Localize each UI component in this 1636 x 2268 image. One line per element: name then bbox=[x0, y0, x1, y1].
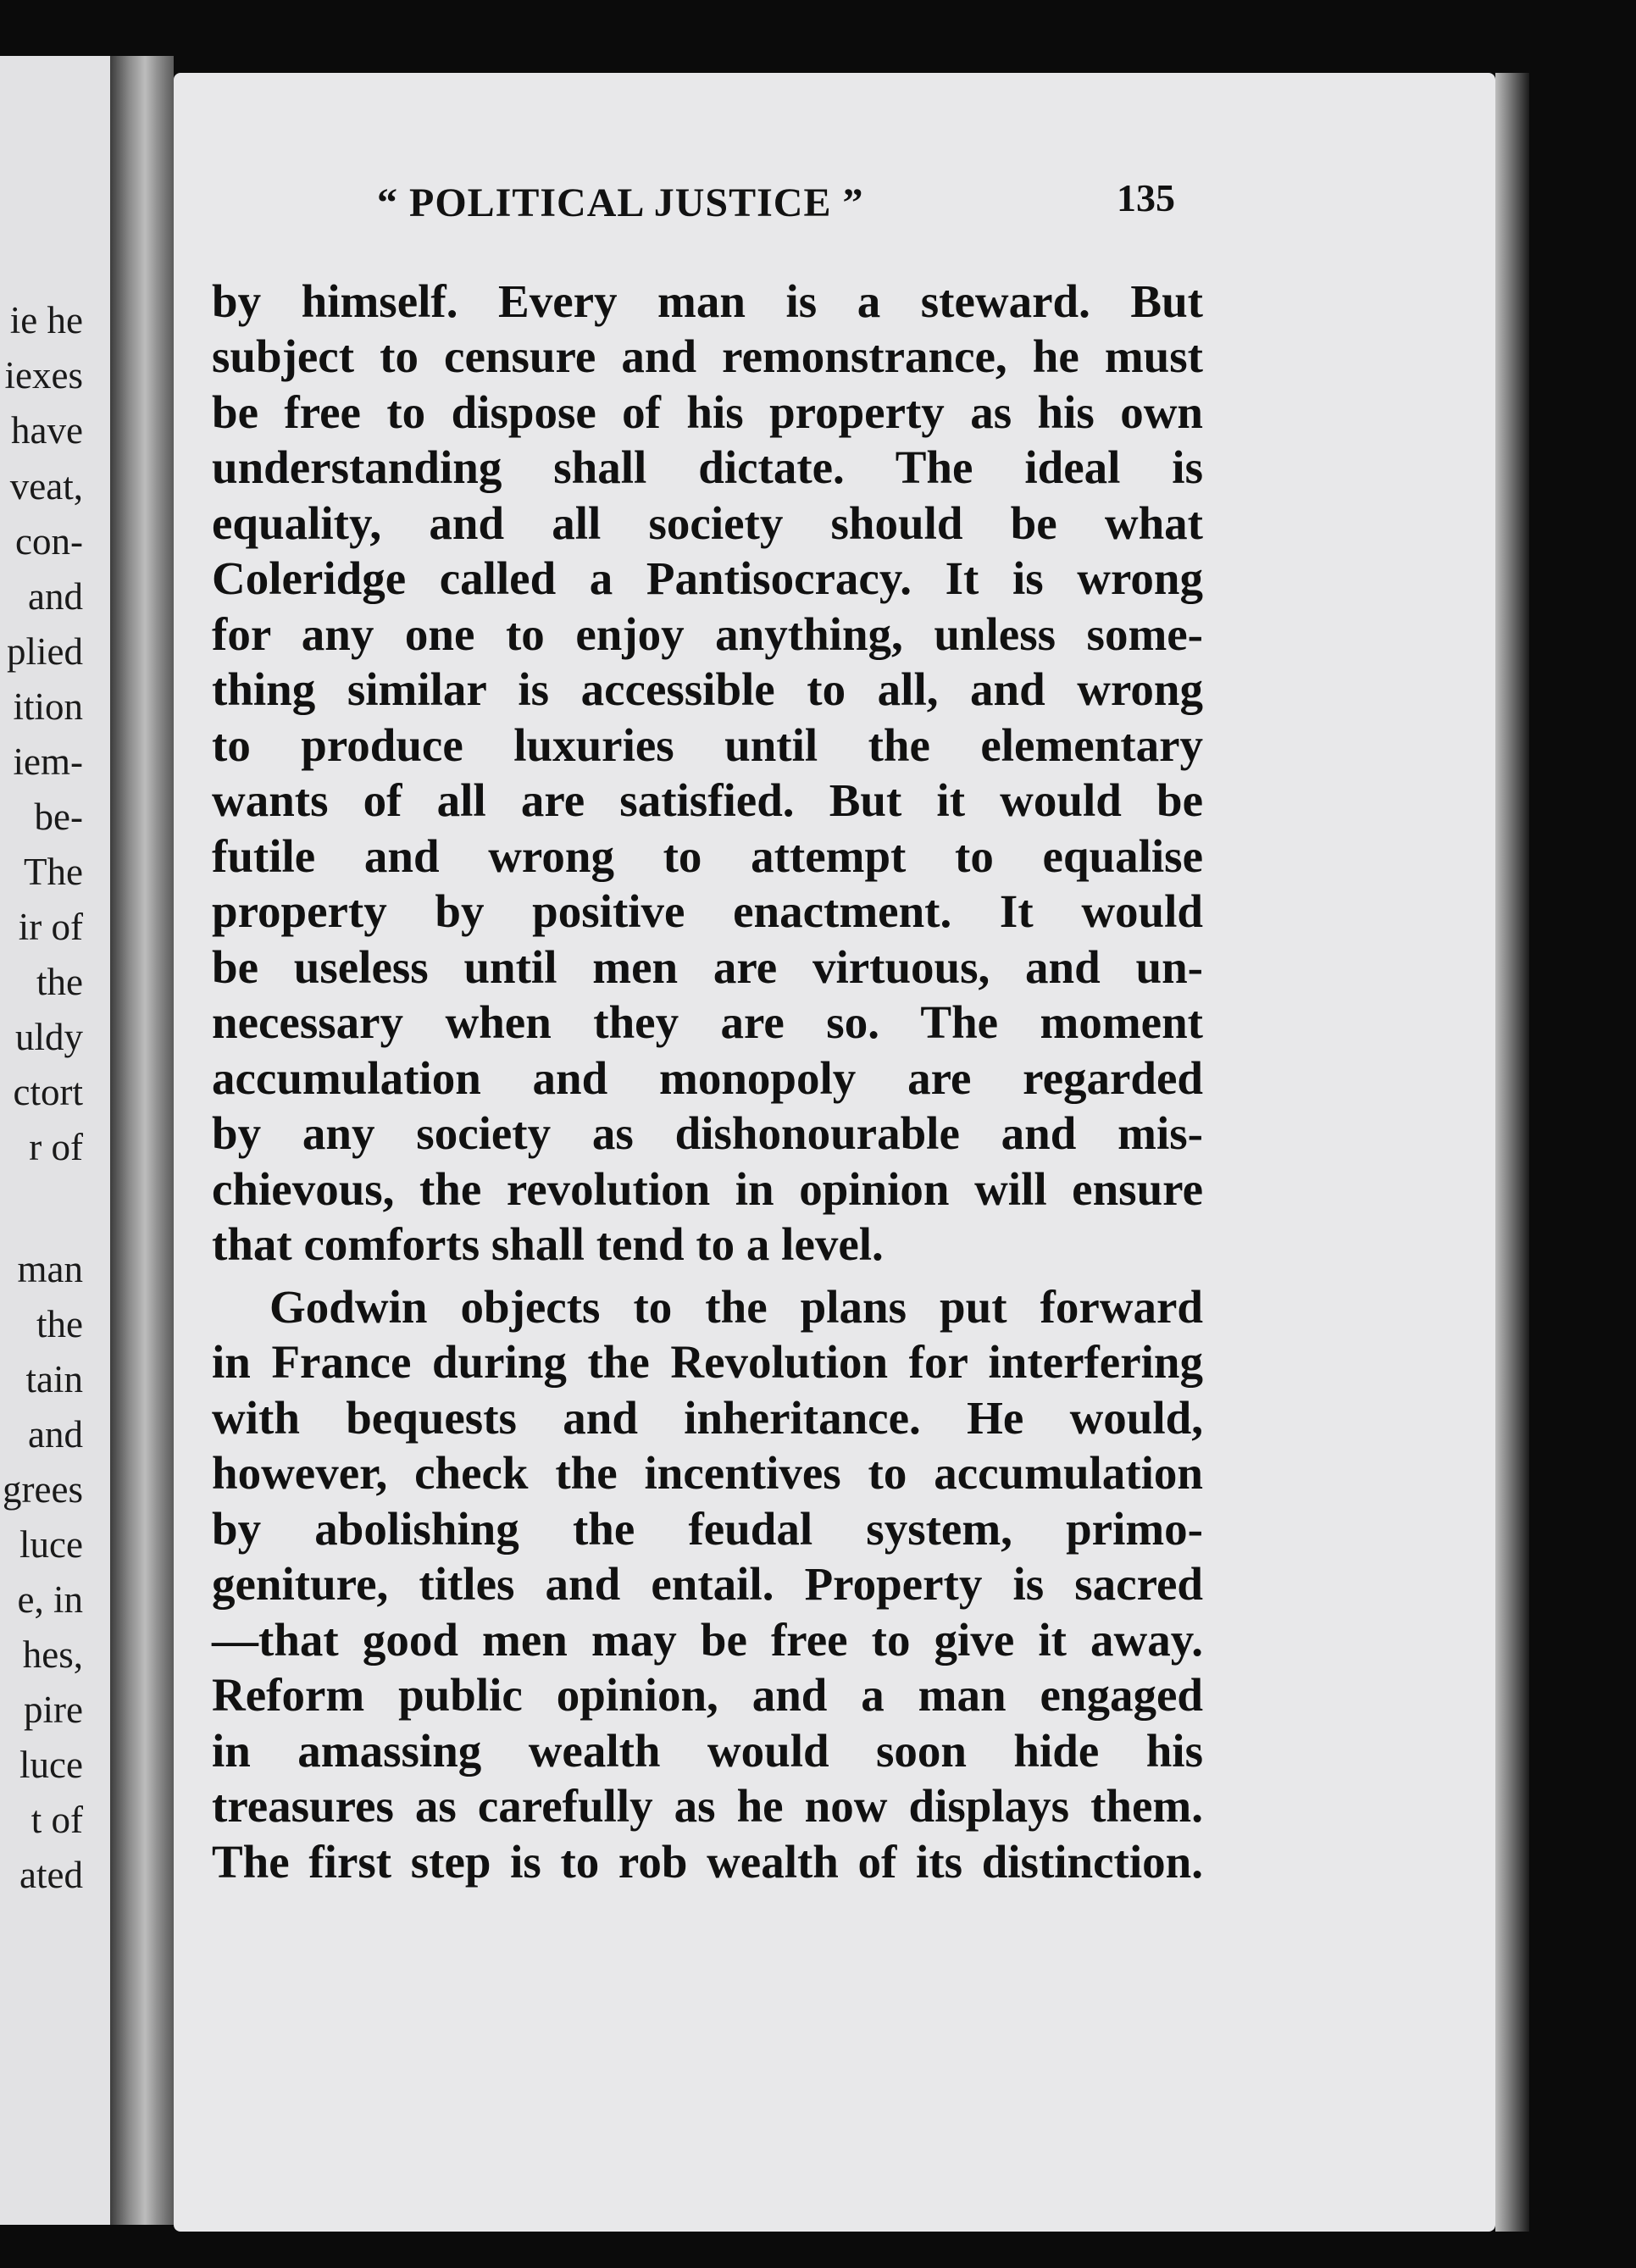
running-head-title: “ POLITICAL JUSTICE ” bbox=[377, 180, 864, 225]
page-number: 135 bbox=[1117, 176, 1175, 219]
facing-page-fragment: The bbox=[24, 851, 83, 893]
facing-page-fragment: and bbox=[28, 575, 83, 618]
facing-page-fragment: e, in bbox=[17, 1578, 83, 1621]
text-line: Godwin objects to the plans put forward bbox=[269, 1281, 1203, 1333]
facing-page-fragment: ition bbox=[13, 685, 83, 728]
facing-page-fragment: iem- bbox=[13, 740, 83, 783]
text-line: —that good men may be free to give it away. bbox=[212, 1614, 1203, 1666]
facing-page-fragment: luce bbox=[19, 1744, 83, 1786]
text-line: be free to dispose of his property as his own bbox=[212, 386, 1203, 438]
facing-page-fragment: the bbox=[36, 961, 83, 1003]
text-line: in France during the Revolution for interfering bbox=[212, 1336, 1203, 1388]
facing-page-fragment: hes, bbox=[22, 1633, 83, 1676]
facing-page-fragment: the bbox=[36, 1303, 83, 1345]
facing-page-fragment: and bbox=[28, 1413, 83, 1456]
facing-page-fragment: ctort bbox=[13, 1071, 83, 1113]
facing-page-fragment: ie he bbox=[9, 299, 83, 341]
facing-page-fragment: r of bbox=[29, 1126, 83, 1168]
facing-page-fragment: plied bbox=[7, 630, 83, 673]
text-line: to produce luxuries until the elementary bbox=[212, 719, 1203, 771]
text-line: that comforts shall tend to a level. bbox=[212, 1218, 884, 1270]
text-line: in amassing wealth would soon hide his bbox=[212, 1725, 1203, 1777]
page-edge bbox=[1495, 73, 1529, 2232]
text-line: wants of all are satisfied. But it would be bbox=[212, 774, 1203, 826]
text-line: by himself. Every man is a steward. But bbox=[212, 275, 1203, 327]
text-line: property by positive enactment. It would bbox=[212, 885, 1203, 937]
text-line: however, check the incentives to accumulation bbox=[212, 1447, 1203, 1499]
facing-page-fragment: luce bbox=[19, 1523, 83, 1566]
facing-page-left bbox=[0, 56, 119, 2225]
text-line: geniture, titles and entail. Property is sacred bbox=[212, 1558, 1203, 1610]
facing-page-fragment: iexes bbox=[4, 354, 83, 396]
text-line: Reform public opinion, and a man engaged bbox=[212, 1669, 1203, 1721]
text-line: be useless until men are virtuous, and un- bbox=[212, 941, 1203, 993]
text-line: accumulation and monopoly are regarded bbox=[212, 1052, 1203, 1104]
text-line: by abolishing the feudal system, primo- bbox=[212, 1503, 1203, 1555]
facing-page-fragment: veat, bbox=[9, 465, 83, 507]
text-line: necessary when they are so. The moment bbox=[212, 996, 1203, 1048]
text-line: with bequests and inheritance. He would, bbox=[212, 1392, 1203, 1444]
facing-page-fragment: pire bbox=[24, 1689, 83, 1731]
facing-page-fragment: have bbox=[11, 409, 83, 452]
facing-page-fragment: man bbox=[17, 1248, 83, 1290]
text-line: thing similar is accessible to all, and wrong bbox=[212, 663, 1203, 715]
facing-page-fragment: tain bbox=[25, 1358, 83, 1400]
text-line: futile and wrong to attempt to equalise bbox=[212, 830, 1203, 882]
text-line: Coleridge called a Pantisocracy. It is wrong bbox=[212, 552, 1203, 604]
text-line: by any society as dishonourable and mis- bbox=[212, 1107, 1203, 1159]
facing-page-fragment: grees bbox=[3, 1468, 83, 1511]
facing-page-fragment: ated bbox=[19, 1854, 83, 1896]
text-line: chievous, the revolution in opinion will ensure bbox=[212, 1163, 1203, 1215]
text-line: for any one to enjoy anything, unless some- bbox=[212, 608, 1203, 660]
text-line: equality, and all society should be what bbox=[212, 497, 1203, 549]
text-line: understanding shall dictate. The ideal is bbox=[212, 441, 1203, 493]
facing-page-fragment: be- bbox=[34, 796, 83, 838]
facing-page-fragment: t of bbox=[31, 1799, 83, 1841]
text-line: The first step is to rob wealth of its distinction. bbox=[212, 1836, 1203, 1888]
facing-page-fragment: con- bbox=[15, 520, 83, 563]
facing-page-fragment: uldy bbox=[14, 1016, 83, 1058]
text-line: subject to censure and remonstrance, he must bbox=[212, 330, 1203, 382]
book-gutter bbox=[110, 56, 174, 2225]
facing-page-fragment: ir of bbox=[18, 906, 83, 948]
text-line: treasures as carefully as he now displays them. bbox=[212, 1780, 1203, 1832]
